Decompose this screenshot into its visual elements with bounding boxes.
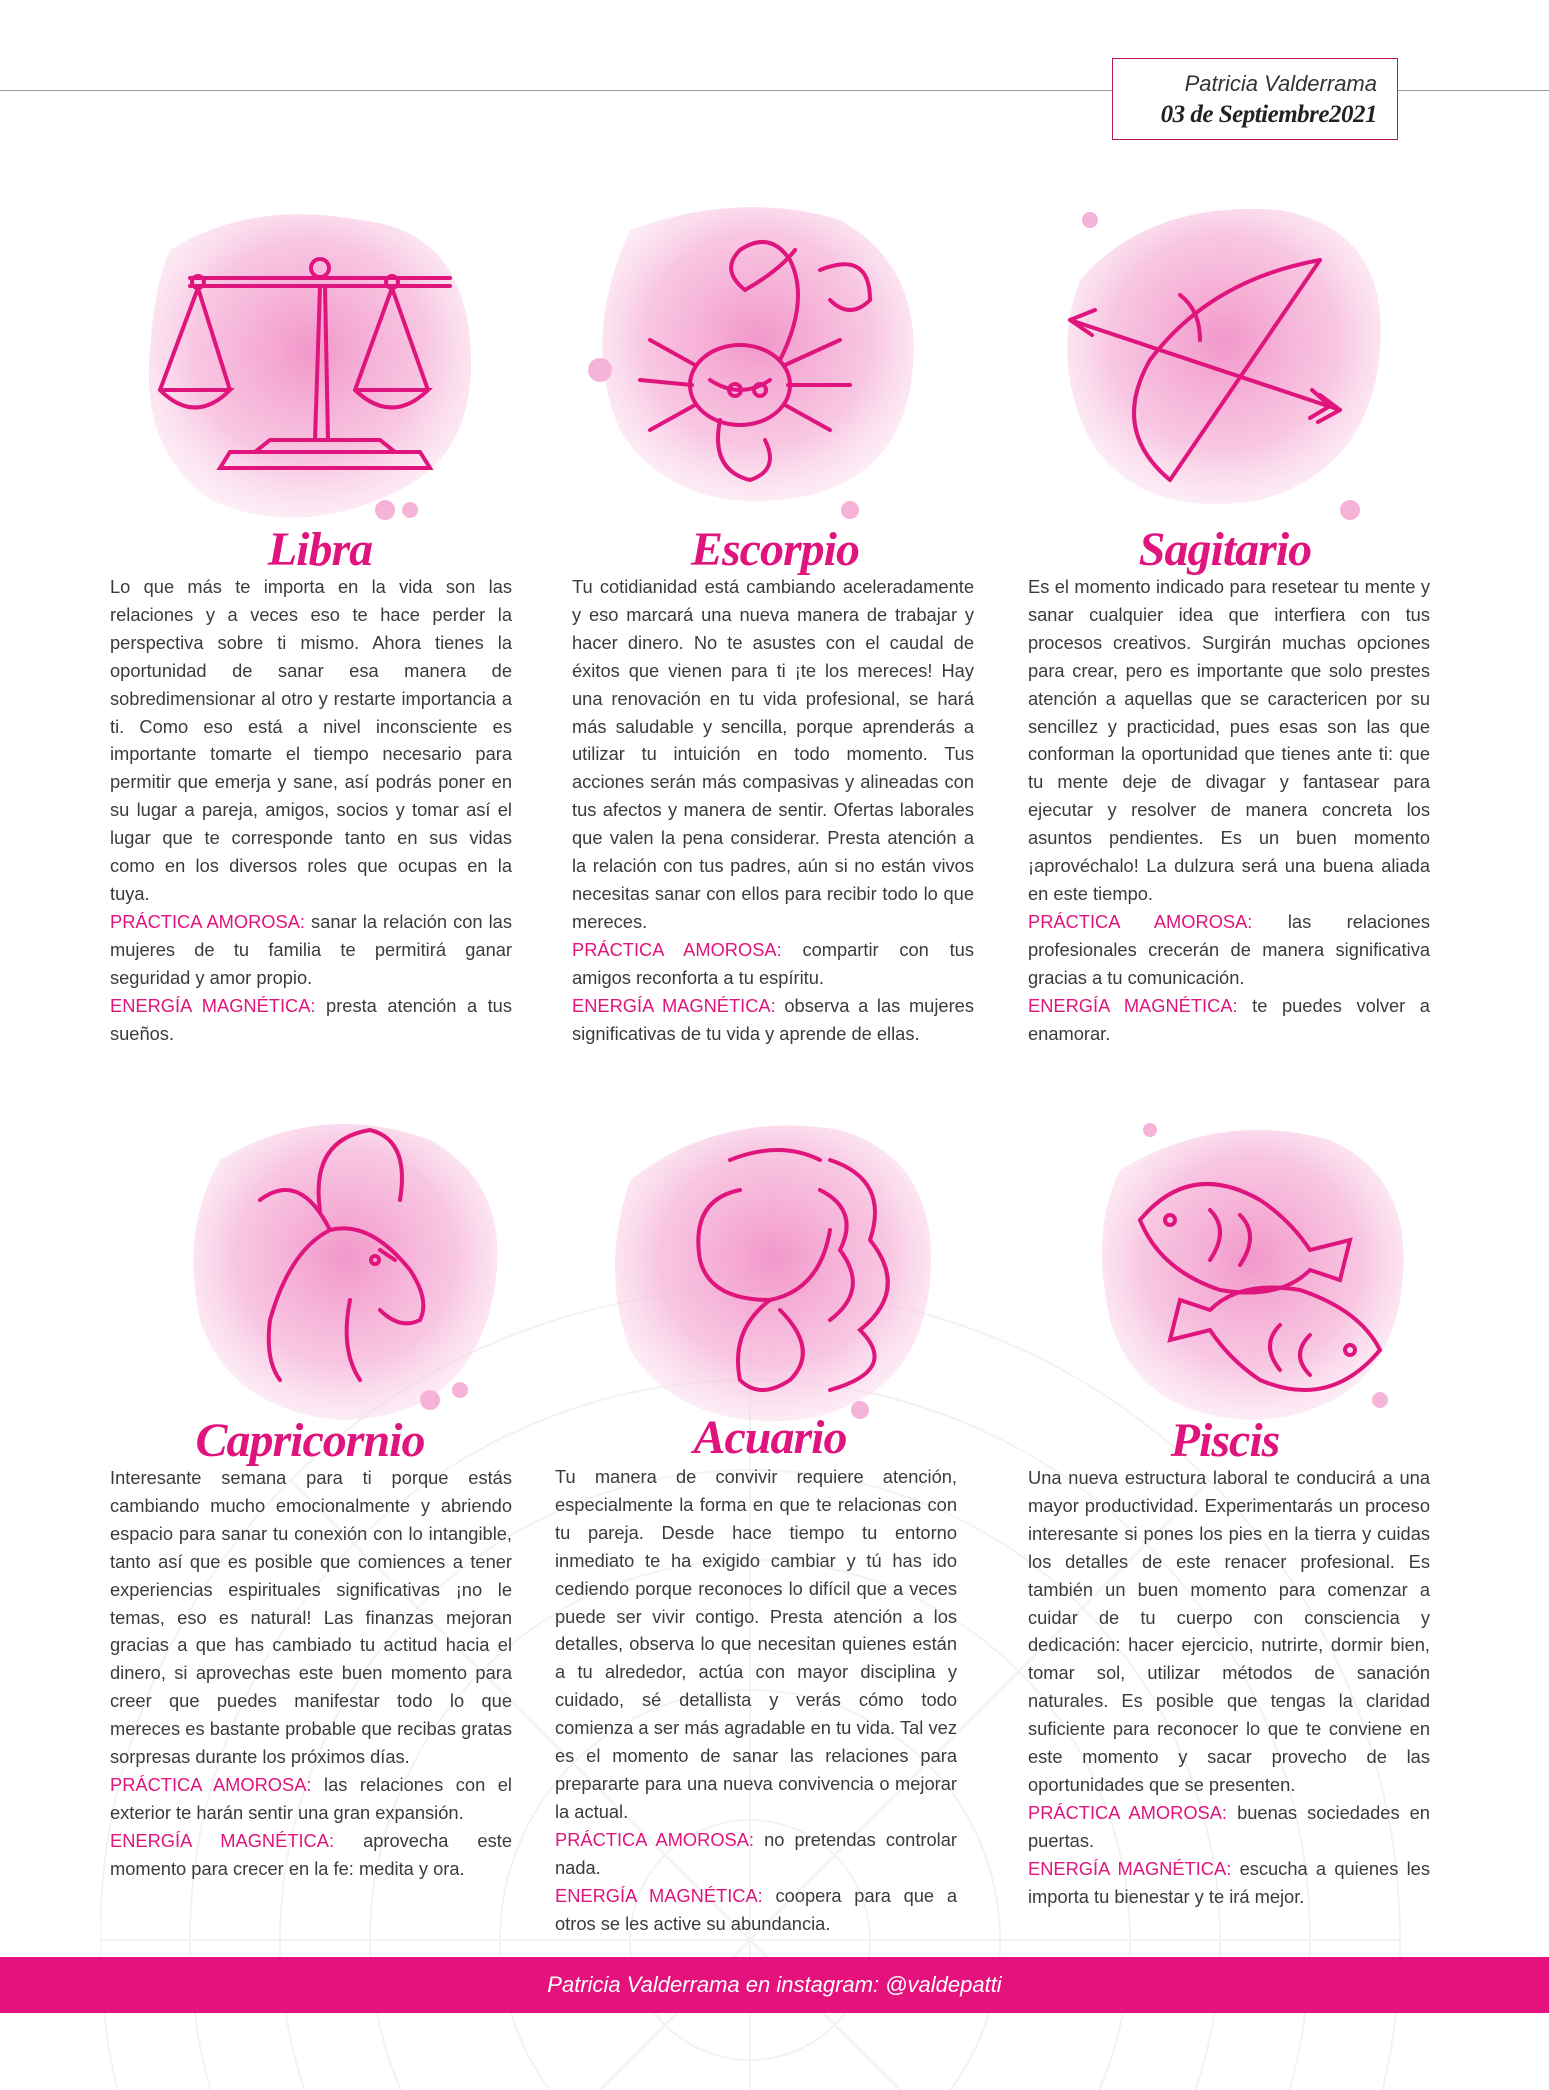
energy-text: presta atención a tus sueños.	[110, 994, 512, 1044]
love-text: buenas sociedades en puertas.	[1028, 1801, 1430, 1851]
energy-text: coopera para que a otros se les active su abundancia.	[555, 1884, 957, 1934]
footer-instagram-text: Patricia Valderrama en instagram: @valdepatti	[547, 1972, 1002, 1997]
love-label: PRÁCTICA AMOROSA:	[555, 1828, 755, 1850]
love-practice	[110, 1771, 512, 1827]
love-text: no pretendas controlar nada.	[555, 1828, 957, 1878]
energy-text: escucha a quienes les importa tu bienestar y te irá mejor.	[1028, 1857, 1430, 1907]
sign-text-sagitario	[1028, 573, 1430, 1047]
magnetic-energy	[1028, 1855, 1430, 1911]
energy-label: ENERGÍA MAGNÉTICA:	[572, 994, 776, 1016]
sign-paragraph: Una nueva estructura laboral te conducirá a una mayor productividad. Experimentarás un proceso interesante si pones los pies en la tierra y cuidas los detalles de este renacer profesional. Es también un buen momento para comenzar a cuidar de tu cuerpo con consciencia y dedicación: hacer ejercicio, nutrirte, dormir bien, tomar sol, utilizar métodos de sanación naturales. Es posible que tengas la claridad suficiente para reconocer lo que te conviene en este momento y sacar provecho de las oportunidades que se presenten.	[1028, 1467, 1430, 1795]
sign-text-piscis	[1028, 1464, 1430, 1911]
header-box	[1112, 58, 1398, 140]
magnetic-energy	[572, 992, 974, 1048]
love-text: compartir con tus amigos reconforta a tu espíritu.	[572, 938, 974, 988]
capricornio-illustration	[170, 1100, 530, 1460]
sign-paragraph: Tu manera de convivir requiere atención, especialmente la forma en que te relacionas con tu pareja. Desde hace tiempo tu entorno inmediato te ha exigido cambiar y tú has ido cediendo porque reconoces lo difícil que a veces puede ser vivir contigo. Presta atención a los detalles, observa lo que necesitan quienes están a tu alrededor, actúa con mayor disciplina y cuidado, sé detallista y verás cómo todo comienza a ser más agradable en tu vida. Tal vez es el momento de sanar las relaciones para prepararte para una nueva convivencia o mejorar la actual.	[555, 1466, 957, 1822]
sign-paragraph: Tu cotidianidad está cambiando aceleradamente y eso marcará una nueva manera de trabajar y hacer dinero. No te asustes con el caudal de éxitos que vienen para ti ¡te los mereces! Hay una renovación en tu vida profesional, se hará más saludable y sencilla, porque aprenderás a utilizar tu intuición en todo momento. Tus acciones serán más compasivas y alineadas con tus afectos y manera de sentir. Ofertas laborales que valen la pena considerar. Presta atención a la relación con tus padres, aún si no están vivos necesitas sanar con ellos para recibir todo lo que mereces.	[572, 576, 974, 932]
footer-bar	[0, 1957, 1549, 2013]
sign-title: Acuario	[693, 1411, 847, 1464]
sign-title: Piscis	[1170, 1414, 1280, 1467]
love-practice	[555, 1826, 957, 1882]
energy-label: ENERGÍA MAGNÉTICA:	[1028, 994, 1238, 1016]
love-label: PRÁCTICA AMOROSA:	[1028, 910, 1253, 932]
energy-text: aprovecha este momento para crecer en la fe: medita y ora.	[110, 1829, 512, 1879]
sign-text-capricornio	[110, 1464, 512, 1883]
magnetic-energy	[1028, 992, 1430, 1048]
love-practice	[110, 908, 512, 992]
acuario-illustration	[590, 1100, 950, 1460]
sign-text-acuario	[555, 1463, 957, 1937]
sign-text-libra	[110, 573, 512, 1047]
magnetic-energy	[110, 1827, 512, 1883]
sign-paragraph: Es el momento indicado para resetear tu mente y sanar cualquier idea que interfiera con tus procesos creativos. Surgirán muchas opciones para crear, pero es importante que solo prestes atención a aquellas que se caractericen por su sencillez y practicidad, pues esas son las que conforman la oportunidad que tienes ante ti: que tu mente deje de divagar y fantasear para ejecutar y resolver de manera concreta los asuntos pendientes. Es un buen momento ¡aprovéchalo! La dulzura será una buena aliada en este tiempo.	[1028, 576, 1430, 904]
header-date: 03 de Septiembre2021	[1160, 101, 1377, 128]
sign-title: Sagitario	[1138, 523, 1312, 576]
sign-title: Libra	[267, 523, 373, 576]
love-text: las relaciones con el exterior te harán sentir una gran expansión.	[110, 1773, 512, 1823]
love-text: las relaciones profesionales crecerán de manera significativa gracias a tu comunicación.	[1028, 910, 1430, 988]
magnetic-energy	[110, 992, 512, 1048]
love-practice	[1028, 908, 1430, 992]
energy-label: ENERGÍA MAGNÉTICA:	[555, 1884, 763, 1906]
sagitario-illustration	[1050, 190, 1410, 550]
love-practice	[572, 936, 974, 992]
love-text: sanar la relación con las mujeres de tu familia te permitirá ganar seguridad y amor propio.	[110, 910, 512, 988]
sign-title: Escorpio	[690, 523, 859, 576]
sign-text-escorpio	[572, 573, 974, 1047]
header-author: Patricia Valderrama	[1184, 71, 1377, 96]
piscis-illustration	[1080, 1100, 1440, 1460]
energy-text: observa a las mujeres significativas de tu vida y aprende de ellas.	[572, 994, 974, 1044]
sign-paragraph: Interesante semana para ti porque estás cambiando mucho emocionalmente y abriendo espacio para sanar tu conexión con lo intangible, tanto así que es posible que comiences a tener experiencias espirituales significativas ¡no le temas, eso es natural! Las finanzas mejoran gracias a que has cambiado tu actitud hacia el dinero, si aprovechas este buen momento para creer que puedes manifestar todo lo que mereces es bastante probable que recibas gratas sorpresas durante los próximos días.	[110, 1467, 512, 1768]
libra-illustration	[130, 190, 490, 550]
energy-text: te puedes volver a enamorar.	[1028, 994, 1430, 1044]
sign-paragraph: Lo que más te importa en la vida son las relaciones y a veces eso te hace perder la perspectiva sobre ti mismo. Ahora tienes la oportunidad de sanar esa manera de sobredimensionar al otro y restarte importancia a ti. Como eso está a nivel inconsciente es importante tomarte el tiempo necesario para permitir que emerja y sane, así podrás poner en su lugar a pareja, amigos, socios y tomar así el lugar que te corresponde tanto en sus vidas como en los diversos roles que ocupas en la tuya.	[110, 576, 512, 904]
sign-title: Capricornio	[195, 1414, 425, 1467]
energy-label: ENERGÍA MAGNÉTICA:	[1028, 1857, 1232, 1879]
love-label: PRÁCTICA AMOROSA:	[1028, 1801, 1227, 1823]
energy-label: ENERGÍA MAGNÉTICA:	[110, 1829, 335, 1851]
love-label: PRÁCTICA AMOROSA:	[110, 910, 305, 932]
magnetic-energy	[555, 1882, 957, 1938]
energy-label: ENERGÍA MAGNÉTICA:	[110, 994, 316, 1016]
love-label: PRÁCTICA AMOROSA:	[110, 1773, 312, 1795]
love-label: PRÁCTICA AMOROSA:	[572, 938, 782, 960]
love-practice	[1028, 1799, 1430, 1855]
escorpio-illustration	[580, 190, 940, 550]
